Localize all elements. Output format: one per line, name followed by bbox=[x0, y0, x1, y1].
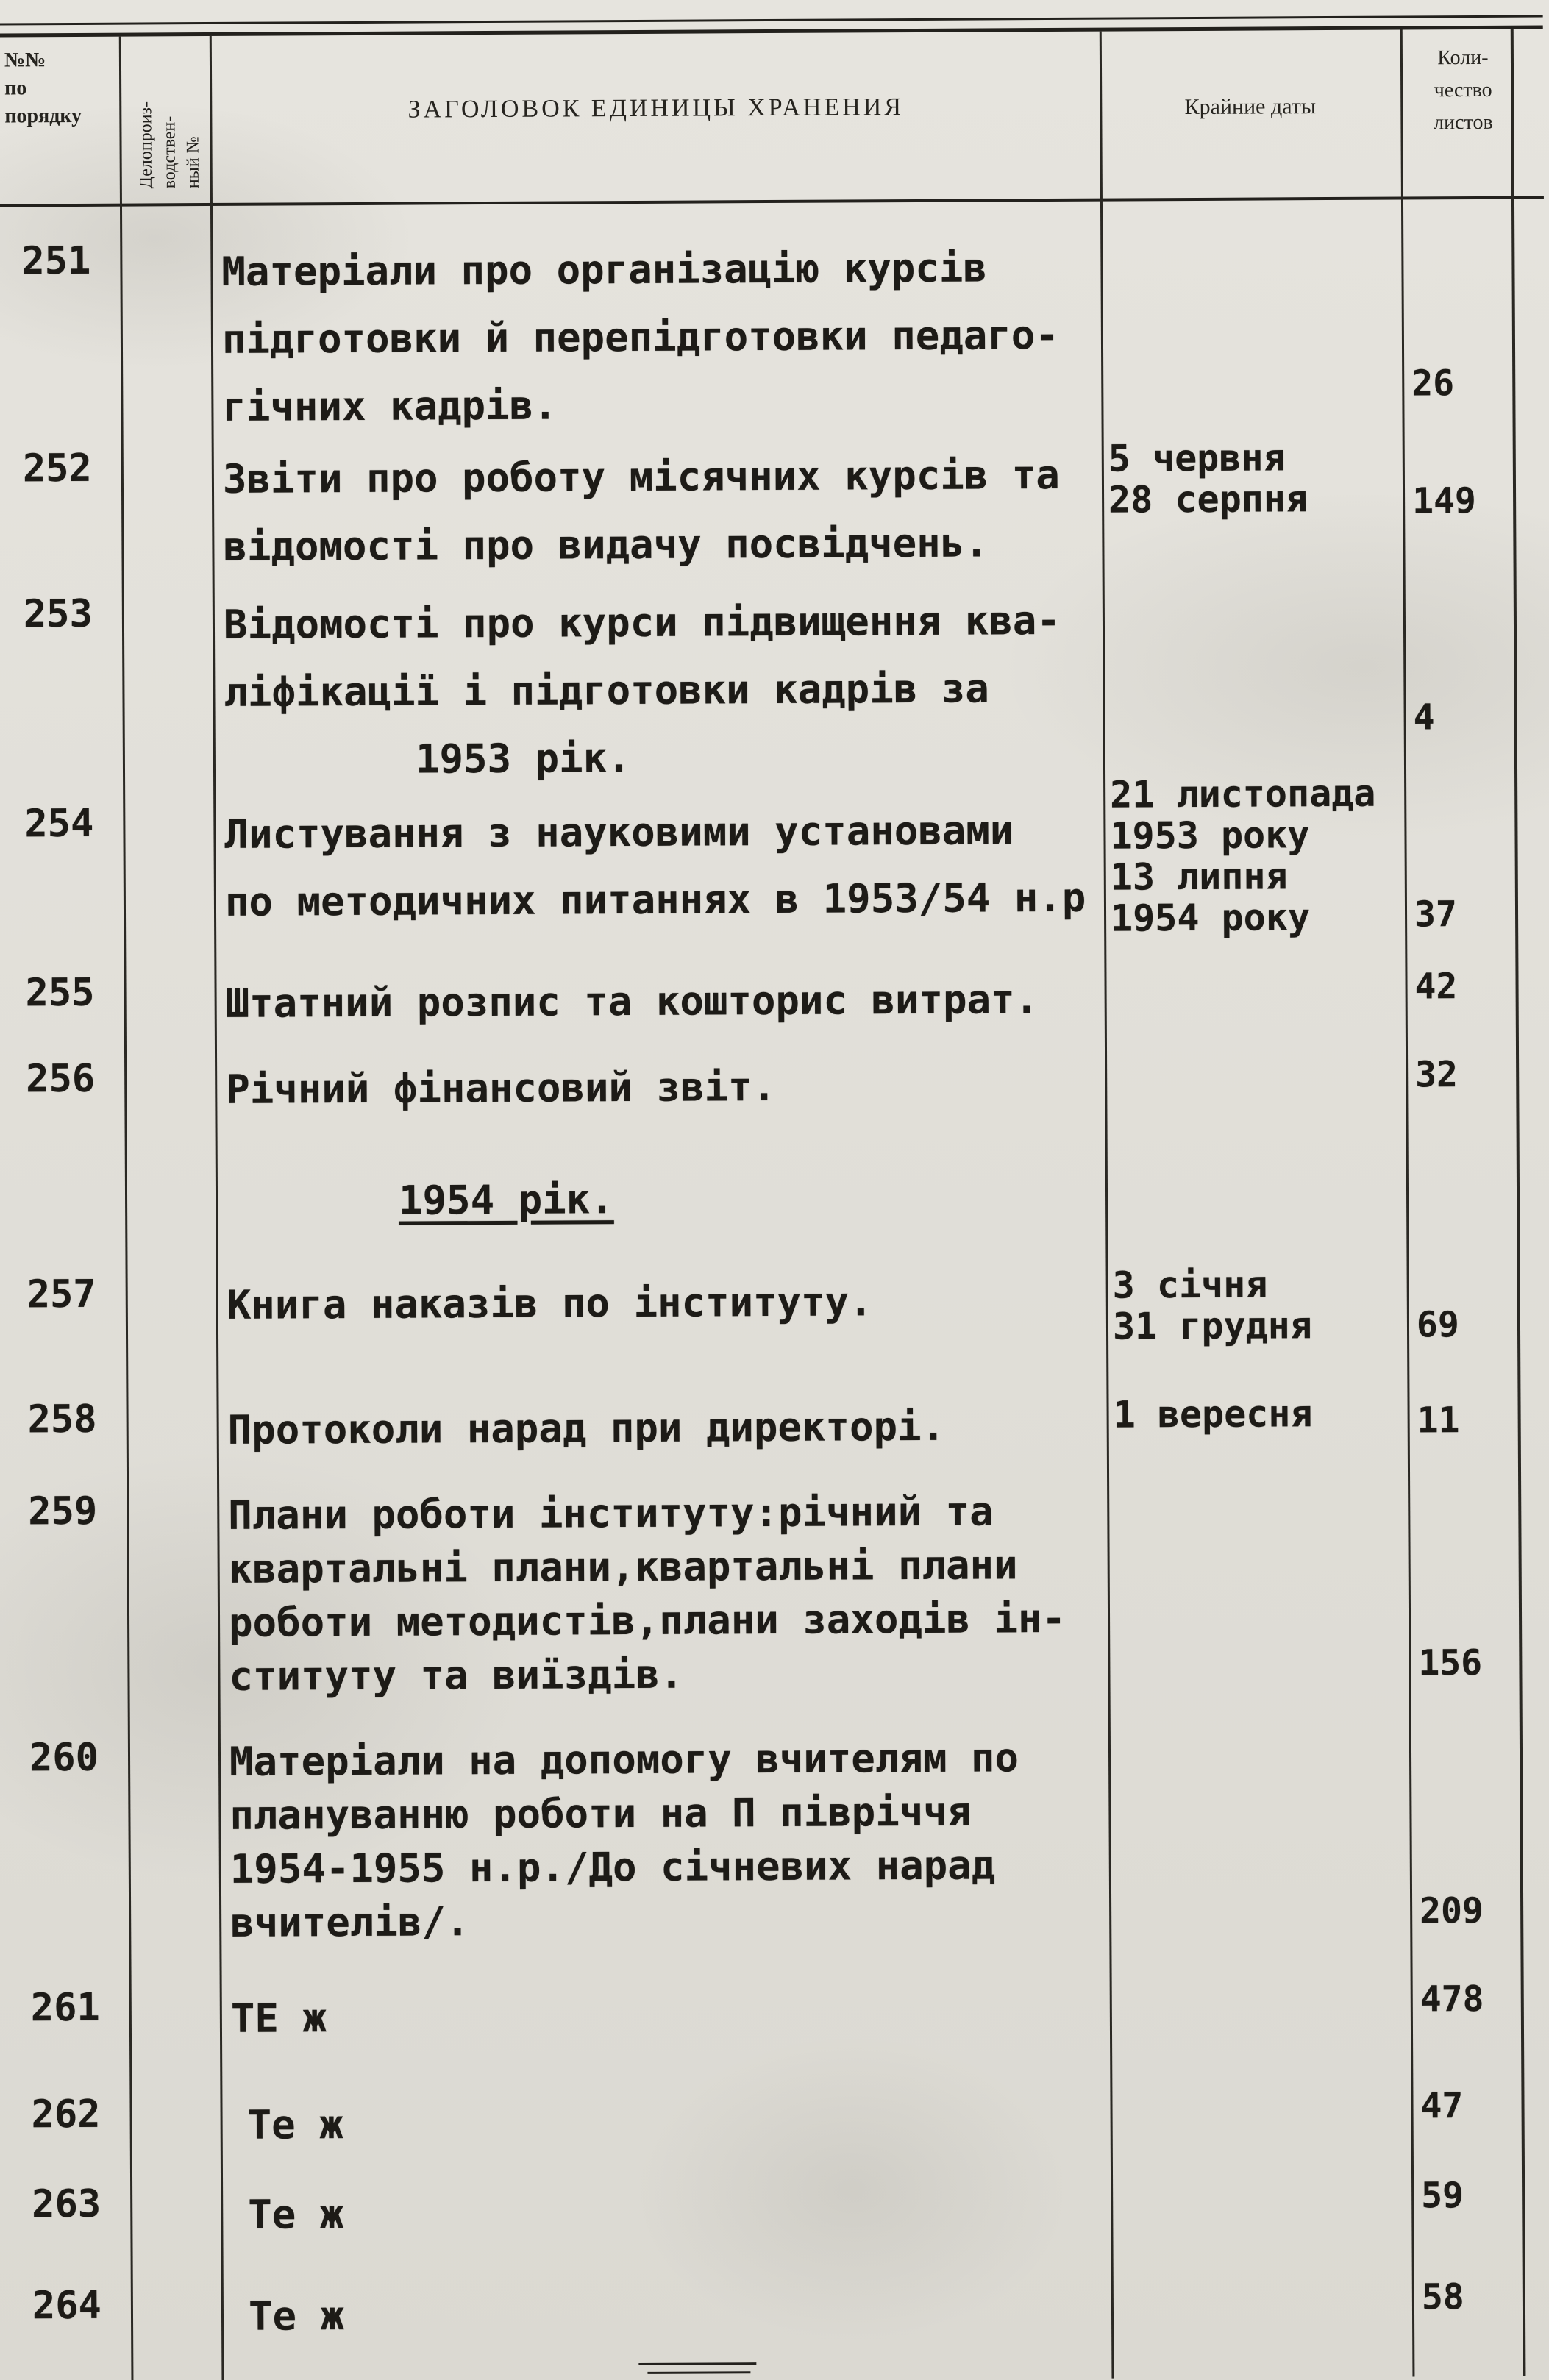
column-header-dates: Крайние даты bbox=[1184, 94, 1317, 120]
row-number: 253 bbox=[23, 591, 93, 637]
row-title: Звіти про роботу місячних курсів та відомості про видачу посвідчень. bbox=[222, 451, 1060, 570]
row-sheets: 11 bbox=[1417, 1400, 1460, 1442]
row-number: 261 bbox=[30, 1985, 100, 2031]
row-dates: 1 вересня bbox=[1113, 1392, 1313, 1436]
row-number: 255 bbox=[25, 970, 95, 1016]
row-title: Штатний розпис та кошторис витрат. bbox=[225, 976, 1039, 1027]
row-sheets: 4 bbox=[1413, 696, 1435, 738]
row-sheets: 32 bbox=[1415, 1054, 1459, 1096]
row-dates: 3 січня 31 грудня bbox=[1112, 1263, 1313, 1348]
row-sheets: 69 bbox=[1416, 1304, 1459, 1346]
row-title: Матеріали про організацію курсів підготовки й перепідготовки педаго- гічних кадрів. bbox=[221, 244, 1059, 430]
header-bottom-rule bbox=[0, 196, 1544, 207]
section-heading-1954: 1954 рік. bbox=[398, 1176, 614, 1224]
row-sheets: 42 bbox=[1414, 966, 1458, 1008]
top-rule-upper bbox=[0, 15, 1543, 26]
row-number: 259 bbox=[28, 1489, 98, 1534]
row-number: 258 bbox=[27, 1397, 97, 1442]
bottom-mark-lower bbox=[647, 2371, 750, 2374]
row-number: 260 bbox=[29, 1735, 99, 1781]
row-number: 251 bbox=[21, 238, 91, 284]
row-title: Відомості про курси підвищення ква- ліфікації і підготовки кадрів за 1953 рік. bbox=[223, 596, 1061, 783]
row-title: Листування з науковими установами по методичних питаннях в 1953/54 н.р bbox=[224, 807, 1086, 925]
row-dates: 5 червня 28 серпня bbox=[1108, 436, 1308, 521]
top-rule-lower bbox=[0, 26, 1543, 38]
row-title: Те ж bbox=[248, 2292, 345, 2340]
column-header-sheets: Коли- чество листов bbox=[1434, 46, 1493, 135]
row-number: 262 bbox=[31, 2092, 101, 2137]
column-header-title: ЗАГОЛОВОК ЕДИНИЦЫ ХРАНЕНИЯ bbox=[407, 93, 905, 124]
row-sheets: 26 bbox=[1411, 363, 1455, 405]
row-sheets: 156 bbox=[1418, 1642, 1483, 1684]
row-number: 263 bbox=[32, 2181, 102, 2227]
row-number: 252 bbox=[22, 446, 92, 491]
column-header-office: Делопроиз- водствен- ный № bbox=[136, 101, 203, 189]
row-sheets: 59 bbox=[1421, 2175, 1464, 2217]
row-title: Матеріали на допомогу вчителям по плануванню роботи на П півріччя 1954-1955 н.р./До січневих нарад вчителів/. bbox=[229, 1734, 1019, 1946]
row-number: 257 bbox=[26, 1272, 96, 1317]
row-sheets: 47 bbox=[1420, 2085, 1464, 2127]
row-sheets: 209 bbox=[1419, 1889, 1484, 1932]
column-header-number: №№ по порядку bbox=[4, 49, 82, 128]
row-title: Річний фінансовий звіт. bbox=[226, 1063, 777, 1113]
row-title: Те ж bbox=[248, 2191, 344, 2238]
row-number: 264 bbox=[32, 2283, 102, 2329]
row-number: 256 bbox=[26, 1056, 96, 1102]
row-sheets: 478 bbox=[1420, 1978, 1484, 2020]
row-title: Те ж bbox=[247, 2101, 343, 2148]
row-title: ТЕ ж bbox=[230, 1995, 327, 2042]
row-sheets: 149 bbox=[1411, 480, 1476, 522]
row-sheets: 37 bbox=[1414, 894, 1457, 936]
row-dates: 21 листопада 1953 року 13 липня 1954 року bbox=[1110, 772, 1376, 940]
bottom-mark-upper bbox=[638, 2362, 756, 2365]
row-number: 254 bbox=[24, 801, 94, 847]
row-title: Протоколи нарад при директорі. bbox=[227, 1403, 946, 1453]
row-title: Плани роботи інституту:річний та квартальні плани,квартальні плани роботи методистів,плани заходів ін- ституту та виїздів. bbox=[228, 1488, 1067, 1700]
row-title: Книга наказів по інституту. bbox=[227, 1278, 873, 1328]
row-sheets: 58 bbox=[1421, 2276, 1464, 2318]
